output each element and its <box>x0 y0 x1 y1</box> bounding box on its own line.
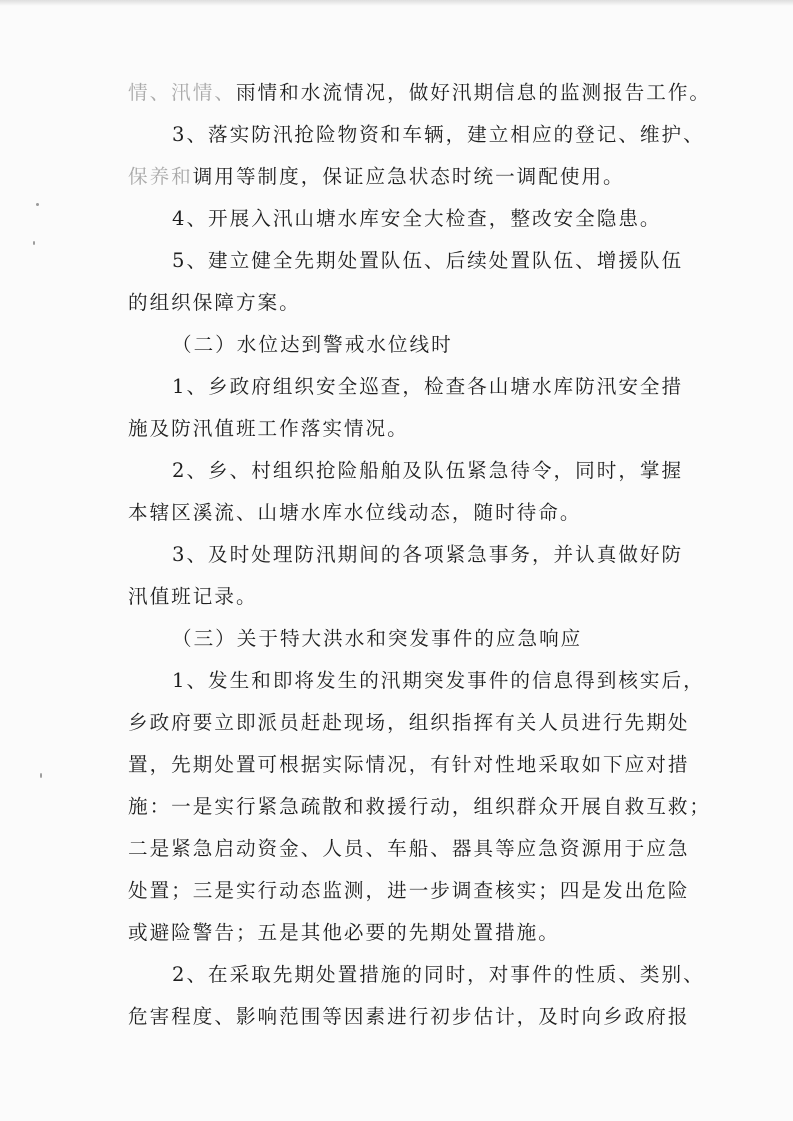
line-text: 1、发生和即将发生的汛期突发事件的信息得到核实后， <box>172 669 705 692</box>
text-line <box>128 198 688 240</box>
text-line <box>128 114 705 156</box>
line-text: 二是紧急启动资金、人员、车船、器具等应急资源用于应急 <box>128 837 690 860</box>
text-line <box>128 534 688 576</box>
line-text: 5、建立健全先期处置队伍、后续处置队伍、增援队伍 <box>172 249 684 272</box>
line-text: 施：一是实行紧急疏散和救援行动，组织群众开展自救互救； <box>128 795 712 818</box>
text-line <box>128 870 688 912</box>
line-text: 2、乡、村组织抢险船舶及队伍紧急待令，同时，掌握 <box>172 459 684 482</box>
line-text: 雨情和水流情况，做好汛期信息的监测报告工作。 <box>235 81 712 104</box>
text-line <box>128 828 688 870</box>
document-body <box>128 72 712 1038</box>
text-line <box>128 912 688 954</box>
text-line <box>128 366 688 408</box>
line-text: 危害程度、影响范围等因素进行初步估计，及时向乡政府报 <box>128 1005 690 1028</box>
text-line <box>128 492 688 534</box>
line-text: 处置；三是实行动态监测，进一步调查核实；四是发出危险 <box>128 879 690 902</box>
line-text: 2、在采取先期处置措施的同时，对事件的性质、类别、 <box>172 963 705 986</box>
line-text: 1、乡政府组织安全巡查，检查各山塘水库防汛安全措 <box>172 375 684 398</box>
line-text: 3、落实防汛抢险物资和车辆，建立相应的登记、维护、 <box>172 123 705 146</box>
line-text: 4、开展入汛山塘水库安全大检查，整改安全隐患。 <box>172 207 662 230</box>
text-line <box>128 786 712 828</box>
line-text: 施及防汛值班工作落实情况。 <box>128 417 409 440</box>
scan-speck <box>33 241 35 245</box>
text-line <box>128 744 688 786</box>
line-text: 本辖区溪流、山塘水库水位线动态，随时待命。 <box>128 501 582 524</box>
line-text: 置，先期处置可根据实际情况，有针对性地采取如下应对措 <box>128 753 690 776</box>
text-line <box>128 702 688 744</box>
scan-speck <box>36 203 39 206</box>
faded-text: 保养和 <box>128 165 193 188</box>
text-line <box>128 240 688 282</box>
scan-speck <box>40 773 42 778</box>
text-line <box>128 324 688 366</box>
text-line <box>128 954 705 996</box>
text-line <box>128 618 688 660</box>
line-text: 乡政府要立即派员赶赴现场，组织指挥有关人员进行先期处 <box>128 711 690 734</box>
text-line <box>128 996 688 1038</box>
line-text: 汛值班记录。 <box>128 585 258 608</box>
text-line <box>128 72 712 114</box>
line-text: 3、及时处理防汛期间的各项紧急事务，并认真做好防 <box>172 543 684 566</box>
line-text: （三）关于特大洪水和突发事件的应急响应 <box>172 627 583 650</box>
line-text: 调用等制度，保证应急状态时统一调配使用。 <box>192 165 625 188</box>
text-line <box>128 282 688 324</box>
text-line <box>128 408 688 450</box>
text-line <box>128 450 688 492</box>
line-text: 的组织保障方案。 <box>128 291 301 314</box>
scan-edge-shadow <box>0 0 793 6</box>
text-line <box>128 576 688 618</box>
text-line <box>128 660 705 702</box>
faded-text: 情、汛情、 <box>128 81 236 104</box>
line-text: 或避险警告；五是其他必要的先期处置措施。 <box>128 921 560 944</box>
text-line <box>128 156 688 198</box>
line-text: （二）水位达到警戒水位线时 <box>172 333 453 356</box>
